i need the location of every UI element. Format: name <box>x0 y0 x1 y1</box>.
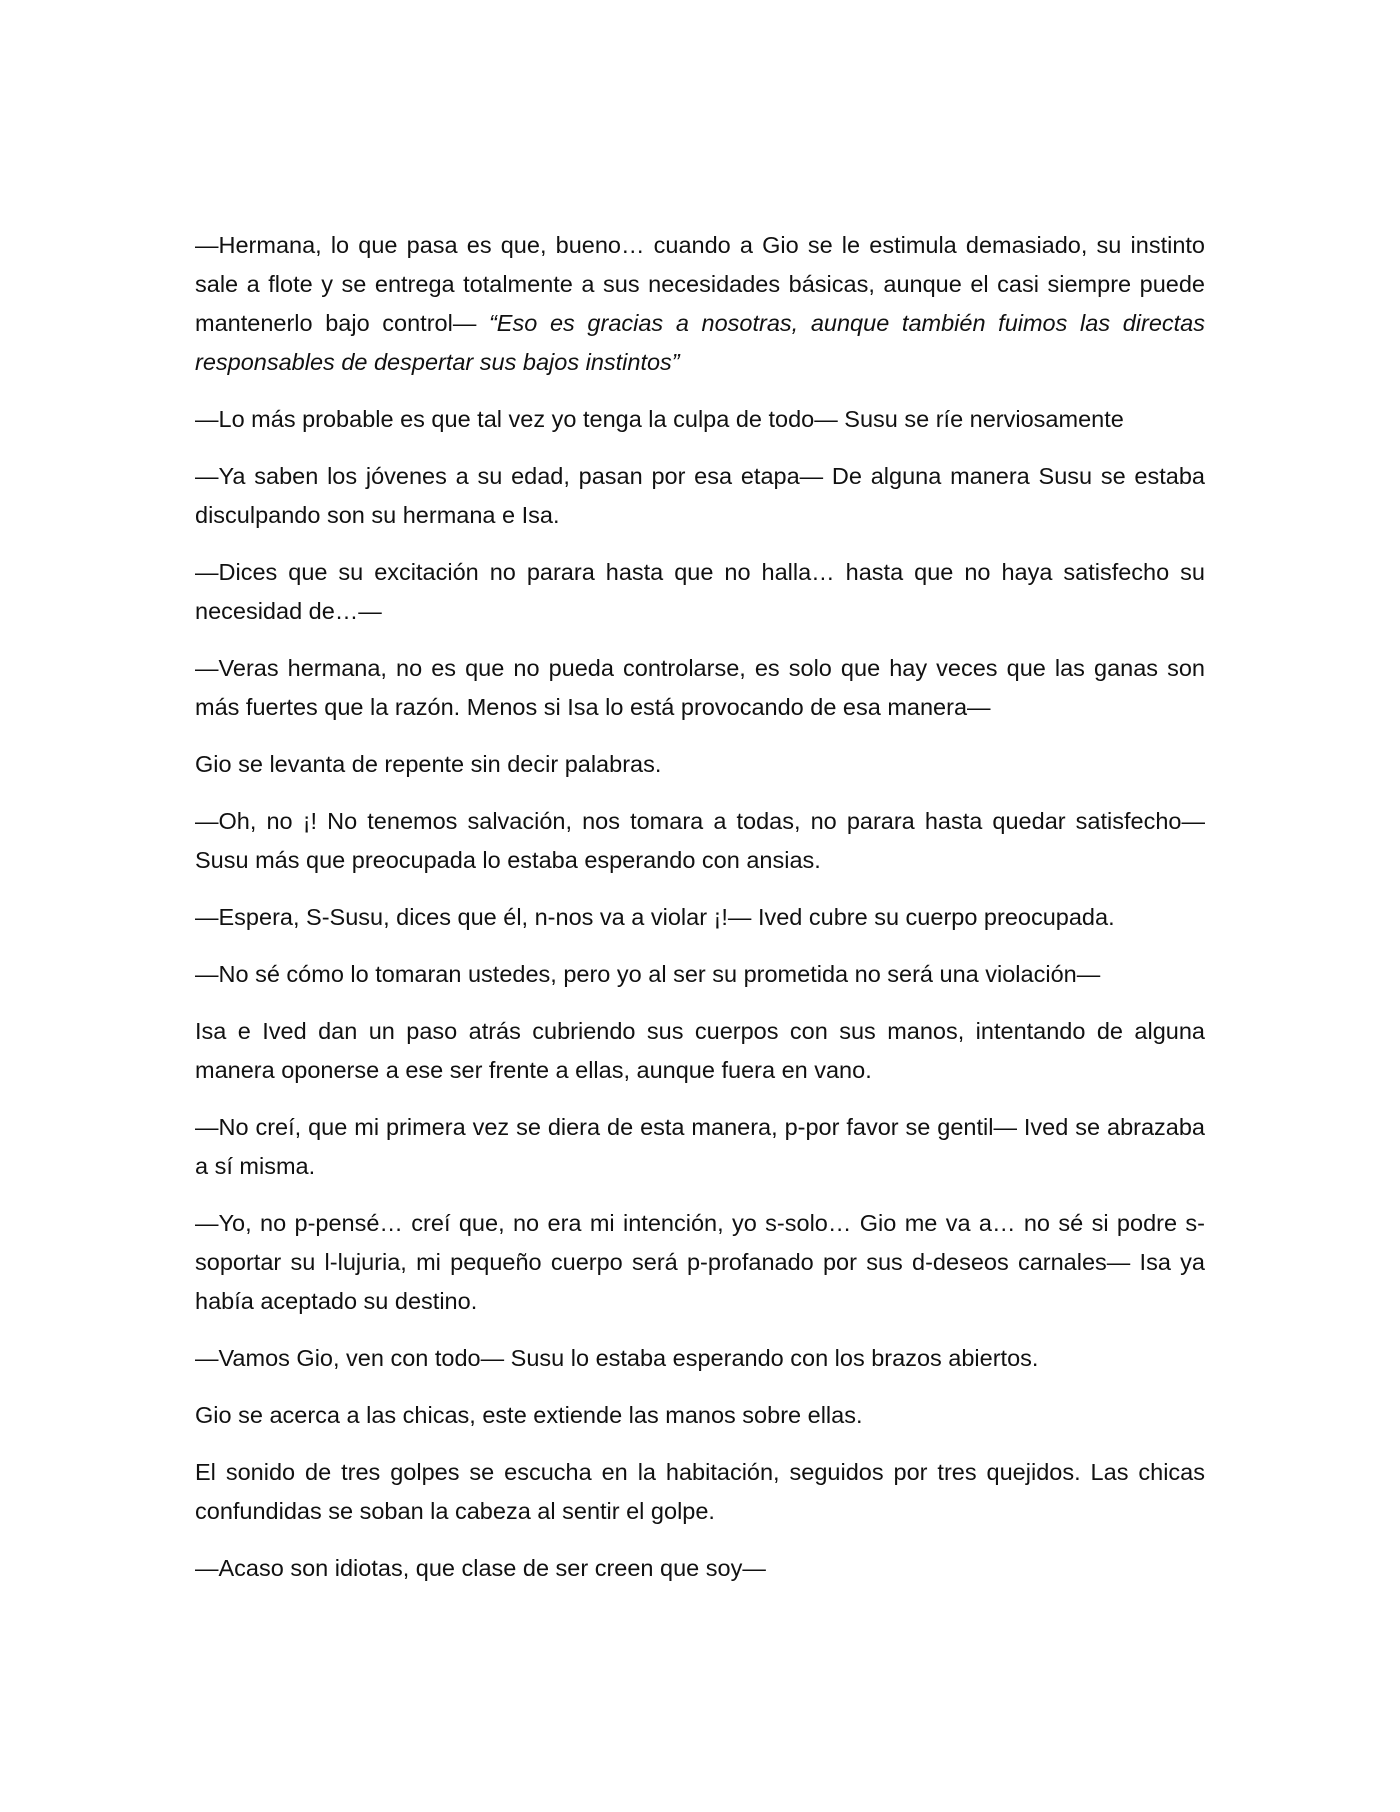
paragraph: —Veras hermana, no es que no pueda controlarse, es solo que hay veces que las ganas son más fuertes que la razón. Menos si Isa lo está provocando de esa manera— <box>195 655 1205 720</box>
paragraph: Isa e Ived dan un paso atrás cubriendo sus cuerpos con sus manos, intentando de alguna manera oponerse a ese ser frente a ellas, aunque fuera en vano. <box>195 1018 1205 1083</box>
paragraph-text: —Hermana, lo que pasa es que, bueno… cuando a Gio se le estimula demasiado, su instinto sale a flote y se entrega totalmente a sus necesidades básicas, aunque el casi siempre puede mantenerlo bajo control— <box>195 232 1205 336</box>
paragraph: —No sé cómo lo tomaran ustedes, pero yo al ser su prometida no será una violación— <box>195 961 1101 987</box>
paragraph: Gio se levanta de repente sin decir palabras. <box>195 751 662 777</box>
document-body <box>195 226 1205 1588</box>
paragraph: —Espera, S-Susu, dices que él, n-nos va a violar ¡!— Ived cubre su cuerpo preocupada. <box>195 904 1115 930</box>
paragraph: —Lo más probable es que tal vez yo tenga la culpa de todo— Susu se ríe nerviosamente <box>195 406 1124 432</box>
paragraph <box>195 226 1205 382</box>
paragraph: Gio se acerca a las chicas, este extiende las manos sobre ellas. <box>195 1402 863 1428</box>
paragraph: —Acaso son idiotas, que clase de ser creen que soy— <box>195 1555 766 1581</box>
italic-thought: “Eso es gracias a nosotras, aunque también fuimos las directas responsables de despertar sus bajos instintos” <box>195 310 1205 375</box>
paragraph: —Ya saben los jóvenes a su edad, pasan por esa etapa— De alguna manera Susu se estaba disculpando son su hermana e Isa. <box>195 463 1205 528</box>
paragraph: —Vamos Gio, ven con todo— Susu lo estaba esperando con los brazos abiertos. <box>195 1345 1039 1371</box>
paragraph: —Dices que su excitación no parara hasta que no halla… hasta que no haya satisfecho su necesidad de…— <box>195 559 1205 624</box>
paragraph: —Yo, no p-pensé… creí que, no era mi intención, yo s-solo… Gio me va a… no sé si podre s-soportar su l-lujuria, mi pequeño cuerpo será p-profanado por sus d-deseos carnales— Isa ya había aceptado su destino. <box>195 1210 1205 1314</box>
paragraph: —No creí, que mi primera vez se diera de esta manera, p-por favor se gentil— Ived se abrazaba a sí misma. <box>195 1114 1205 1179</box>
paragraph: —Oh, no ¡! No tenemos salvación, nos tomara a todas, no parara hasta quedar satisfecho— Susu más que preocupada lo estaba esperando con ansias. <box>195 808 1205 873</box>
paragraph: El sonido de tres golpes se escucha en la habitación, seguidos por tres quejidos. Las chicas confundidas se soban la cabeza al sentir el golpe. <box>195 1459 1205 1524</box>
